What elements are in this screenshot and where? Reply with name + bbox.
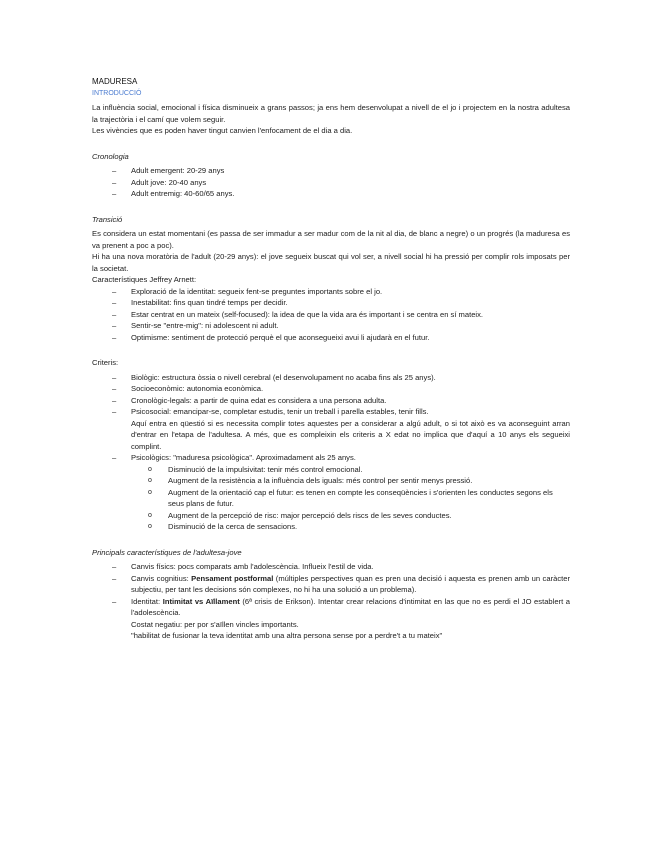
psicosocial-note: Aquí entra en qüestió si es necessita complir totes aquestes per a considerar a algú adult, o si tot això es va aconseguint arran d'entrar en l'etapa de l'adultesa. A més, que es compleixin els criteris a X edat no implica que d'aquí a 10 anys els segueixi complint. <box>131 418 570 451</box>
item-text: Canvis cognitius: <box>131 573 192 583</box>
sub-list-item: o Disminució de la cerca de sensacions. <box>92 521 570 533</box>
psicosocial-label: Psicosocial: emancipar-se, completar estudis, tenir un treball i parella estables, tenir fills. <box>131 407 429 416</box>
cronologia-heading: Cronologia <box>92 151 129 161</box>
quote-text: "habilitat de fusionar la teva identitat amb una altra persona sense por a perdre't a tu mateix" <box>131 631 443 640</box>
transicio-paragraph-2: Hi ha una nova moratòria de l'adult (20-29 anys): el jove segueix buscat qui vol ser, a nivell social hi ha pressió per complir rols imposats per la societat. <box>92 252 570 273</box>
item-text: (6ª crisis de Erikson). Intentar crear relacions d'intimitat en las que no es perdi el JO establert a l'adolescència. <box>131 596 570 617</box>
list-item: – Socioeconòmic: autonomia econòmica. <box>92 383 570 395</box>
list-item: – Adult entremig: 40-60/65 anys. <box>92 188 570 200</box>
criteris-heading: Criteris: <box>92 358 119 367</box>
sub-list-item: o Augment de la percepció de risc: major percepció dels riscs de les seves conductes. <box>92 510 570 522</box>
criteris-list <box>92 372 570 464</box>
list-item <box>92 452 570 464</box>
document-page <box>92 76 570 642</box>
intro-paragraph-1: La influència social, emocional i física disminueix a grans passos; ja ens hem desenvolupat a nivell de el jo i projectem en la nostra adultesa la trajectòria i el camí que volem seguir. <box>92 103 570 124</box>
list-item <box>92 573 570 596</box>
arnett-list <box>92 286 570 344</box>
sub-list-item: o Augment de la resistència a la influència dels iguals: més control per sentir menys pressió. <box>92 475 570 487</box>
list-item <box>92 596 570 642</box>
document-title: MADURESA <box>92 77 138 86</box>
list-item: – Adult emergent: 20-29 anys <box>92 165 570 177</box>
pensament-postformal-term: Pensament postformal <box>191 573 274 583</box>
transicio-heading: Transició <box>92 214 123 224</box>
sub-list-item: o Augment de la orientació cap el futur: es tenen en compte les conseqüències i s'orienten les conductes segons els seus plans de futur. <box>92 487 570 510</box>
costat-negatiu: Costat negatiu: per por s'aïllen vincles importants. <box>131 619 299 629</box>
principals-heading: Principals característiques de l'adultesa-jove <box>92 547 242 557</box>
list-item: – Exploració de la identitat: segueix fent-se preguntes importants sobre el jo. <box>92 286 570 298</box>
list-item: – Canvis físics: pocs comparats amb l'adolescència. Influeix l'estil de vida. <box>92 561 570 573</box>
list-item: – Estar centrat en un mateix (self-focused): la idea de que la vida ara és important i se centra en sí mateix. <box>92 309 570 321</box>
list-item: – Cronològic-legals: a partir de quina edat es considera a una persona adulta. <box>92 395 570 407</box>
intro-paragraph-2: Les vivències que es poden haver tingut canvien l'enfocament de el dia a dia. <box>92 126 353 135</box>
psicologics-label: Psicològics: "maduresa psicològica". Aproximadament als 25 anys. <box>131 453 356 462</box>
list-item: – Sentir-se "entre-mig": ni adolescent ni adult. <box>92 320 570 332</box>
section-subtitle: INTRODUCCIÓ <box>92 89 142 97</box>
list-item: – Optimisme: sentiment de protecció perquè el que aconsegueixi avui li ajudarà en el futur. <box>92 332 570 344</box>
principals-list <box>92 561 570 642</box>
list-item: – Inestabilitat: fins quan tindré temps per decidir. <box>92 297 570 309</box>
transicio-paragraph-3: Característiques Jeffrey Arnett: <box>92 275 197 284</box>
list-item: – Biològic: estructura òssia o nivell cerebral (el desenvolupament no acaba fins als 25 anys). <box>92 372 570 384</box>
intimitat-term: Intimitat vs Aïllament <box>162 596 240 606</box>
item-text: (múltiples perspectives quan es pren una decisió i aquesta es prenen amb un caràcter subjectiu, per tant les decisions són complexes, no hi ha una solució a un problema). <box>131 573 570 594</box>
item-text: Identitat: <box>131 596 163 606</box>
list-item: – Adult jove: 20-40 anys <box>92 177 570 189</box>
sub-list-item: o Disminució de la impulsivitat: tenir més control emocional. <box>92 464 570 476</box>
cronologia-list <box>92 165 570 200</box>
list-item <box>92 406 570 452</box>
psicologics-sublist <box>92 464 570 533</box>
transicio-paragraph-1: Es considera un estat momentani (es passa de ser immadur a ser madur com de la nit al dia, de blanc a negre) o un progrés (la maduresa es va prenent a poc a poc). <box>92 229 570 250</box>
